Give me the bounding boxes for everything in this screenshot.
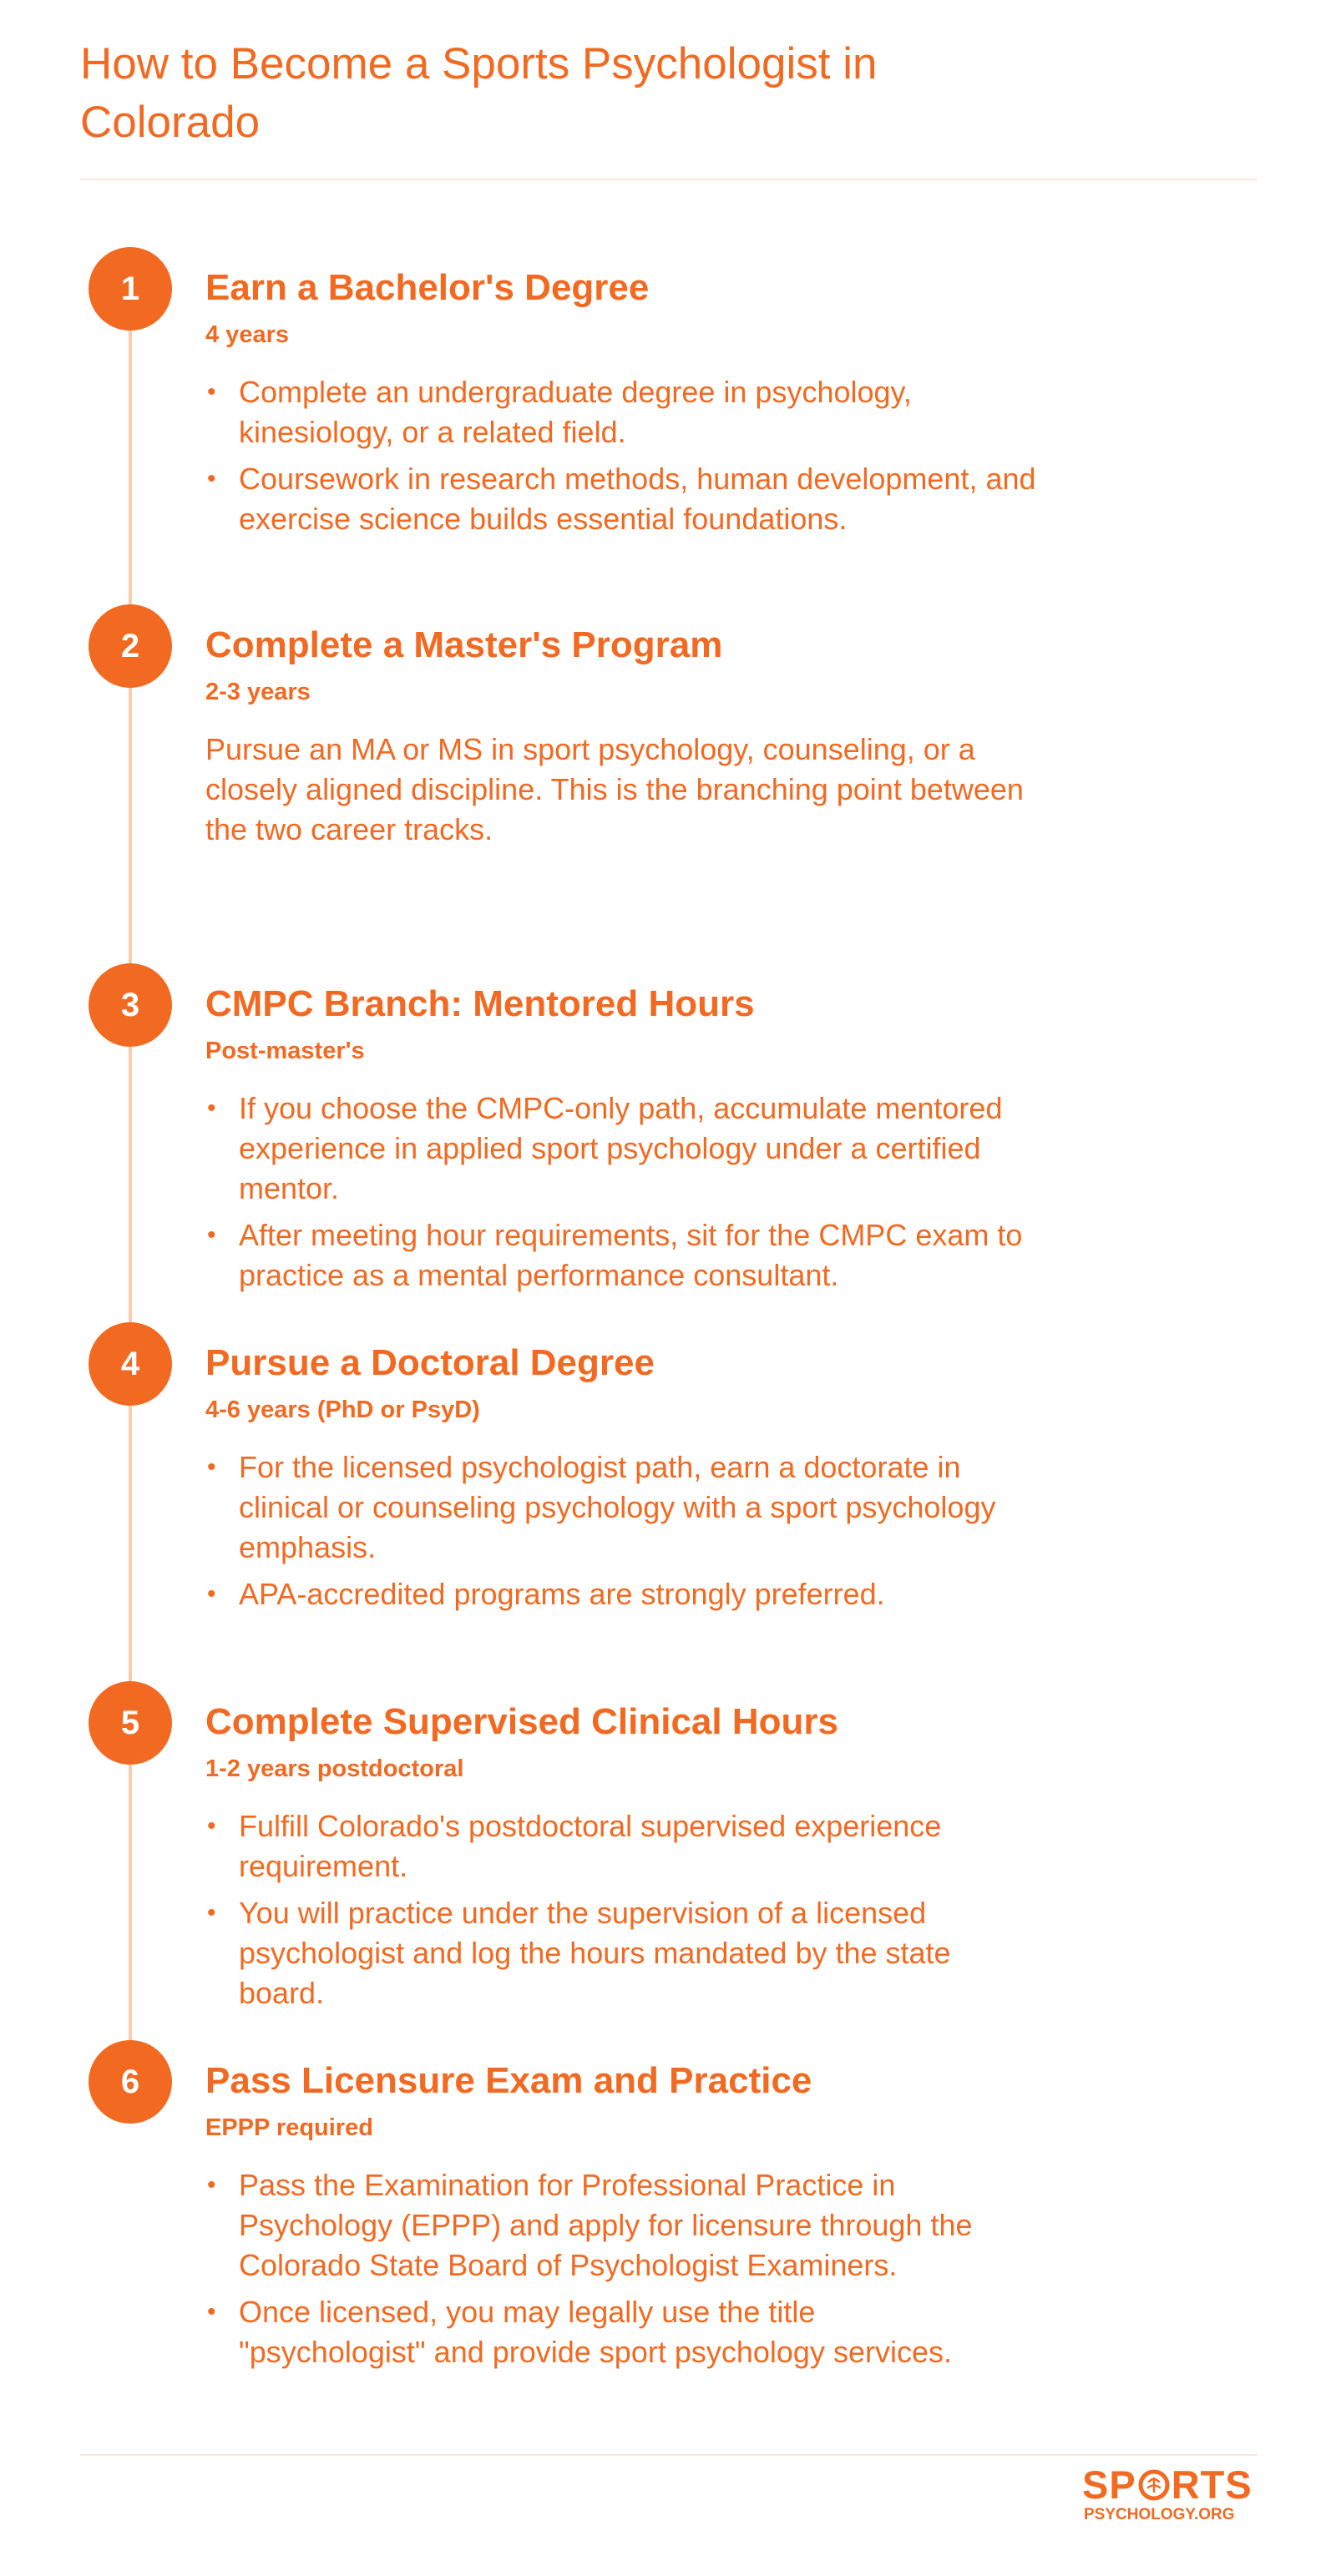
timeline-line — [129, 292, 132, 2112]
step-content — [205, 623, 1091, 850]
logo-word-right: RTS — [1171, 2462, 1252, 2507]
step-number-badge: 6 — [89, 2040, 172, 2124]
step-duration: EPPP required — [205, 2114, 373, 2141]
step-number-badge: 2 — [89, 604, 172, 688]
step-number-badge: 1 — [89, 247, 172, 331]
step-number-badge: 5 — [89, 1681, 172, 1765]
step-content — [205, 1700, 1091, 2020]
step-content — [205, 2058, 1091, 2379]
step-number-badge: 4 — [89, 1322, 172, 1406]
step-duration: Post-master's — [205, 1038, 365, 1064]
list-item: • Coursework in research methods, human development, and exercise science builds essential foundations. — [205, 459, 1091, 539]
list-item: • APA-accredited programs are strongly preferred. — [205, 1574, 1091, 1614]
step-title: CMPC Branch: Mentored Hours — [205, 983, 755, 1024]
step-content — [205, 982, 1091, 1302]
footer-divider — [80, 2454, 1258, 2456]
logo-wordmark — [1082, 2464, 1252, 2506]
list-item: • Fulfill Colorado's postdoctoral supervised experience requirement. — [205, 1806, 1007, 1887]
page-title: How to Become a Sports Psychologist in Colorado — [80, 39, 878, 147]
logo-subtitle: PSYCHOLOGY.ORG — [1084, 2506, 1235, 2523]
list-item: • Complete an undergraduate degree in psychology, kinesiology, or a related field. — [205, 372, 957, 452]
step-title: Earn a Bachelor's Degree — [205, 267, 650, 308]
step-number-badge: 3 — [89, 963, 172, 1047]
step-content — [205, 1341, 1091, 1621]
step-duration: 4 years — [205, 321, 289, 348]
step-duration: 1-2 years postdoctoral — [205, 1755, 464, 1782]
step-description: Pursue an MA or MS in sport psychology, counseling, or a closely aligned discipline. This is the branching point between the two career tracks. — [205, 732, 1024, 846]
list-item: • For the licensed psychologist path, earn a doctorate in clinical or counseling psychology with a sport psychology emphasis. — [205, 1447, 1024, 1568]
step-bullet-list — [205, 2165, 1091, 2372]
step-bullet-list — [205, 1447, 1091, 1614]
sportspsychology-logo[interactable] — [1082, 2464, 1266, 2531]
step-title: Complete Supervised Clinical Hours — [205, 1701, 838, 1742]
header-divider — [80, 179, 1258, 180]
step-content — [205, 265, 1091, 546]
step-title: Complete a Master's Program — [205, 624, 723, 665]
list-item: • Pass the Examination for Professional Practice in Psychology (EPPP) and apply for licensure through the Colorado State Board of Psychologist Examiners. — [205, 2165, 1007, 2286]
list-item: • After meeting hour requirements, sit for the CMPC exam to practice as a mental performance consultant. — [205, 1215, 1040, 1296]
brain-icon — [1137, 2467, 1171, 2501]
step-bullet-list — [205, 372, 1091, 539]
step-bullet-list — [205, 1806, 1091, 2013]
step-title: Pursue a Doctoral Degree — [205, 1342, 655, 1383]
list-item: • If you choose the CMPC-only path, accumulate mentored experience in applied sport psychology under a certified mentor. — [205, 1088, 1032, 1209]
logo-word-left: SP — [1082, 2462, 1136, 2507]
step-title: Pass Licensure Exam and Practice — [205, 2060, 812, 2101]
step-duration: 2-3 years — [205, 679, 311, 705]
list-item: • Once licensed, you may legally use the title "psychologist" and provide sport psychology services. — [205, 2292, 1007, 2372]
step-bullet-list — [205, 1088, 1091, 1296]
list-item: • You will practice under the supervision of a licensed psychologist and log the hours mandated by the state board. — [205, 1893, 1007, 2013]
step-duration: 4-6 years (PhD or PsyD) — [205, 1397, 480, 1423]
